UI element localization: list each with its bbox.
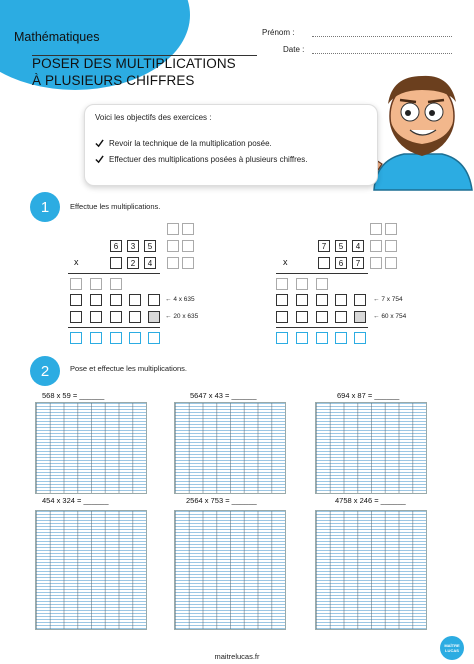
carry-cell[interactable] xyxy=(110,278,122,290)
digit-cell: 6 xyxy=(335,257,347,269)
answer-cell[interactable] xyxy=(129,311,141,323)
result-cell[interactable] xyxy=(296,332,308,344)
problem-label: 568 x 59 = ______ xyxy=(42,391,105,400)
answer-cell[interactable] xyxy=(129,294,141,306)
problem-label: 5647 x 43 = ______ xyxy=(190,391,257,400)
operation-line xyxy=(68,273,160,274)
title-underline xyxy=(32,55,257,56)
carry-cell[interactable] xyxy=(385,240,397,252)
problem-label: 2564 x 753 = ______ xyxy=(186,496,257,505)
result-cell[interactable] xyxy=(129,332,141,344)
digit-cell: 3 xyxy=(127,240,139,252)
note-text: 60 x 754 xyxy=(381,313,407,320)
date-field[interactable] xyxy=(312,53,452,54)
result-cell[interactable] xyxy=(70,332,82,344)
answer-cell[interactable] xyxy=(148,294,160,306)
objective-text: Revoir la technique de la multiplication posée. xyxy=(109,139,272,148)
multiply-sign: x xyxy=(283,257,288,267)
exercise-1-number: 1 xyxy=(30,192,60,222)
problem-label: 454 x 324 = ______ xyxy=(42,496,109,505)
multiply-sign: x xyxy=(74,257,79,267)
answer-cell[interactable] xyxy=(316,311,328,323)
checkmark-icon xyxy=(95,139,104,148)
carry-cell[interactable] xyxy=(182,257,194,269)
logo-line-2: LUCAS xyxy=(445,648,459,653)
carry-cell[interactable] xyxy=(385,223,397,235)
carry-cell[interactable] xyxy=(167,240,179,252)
note-text: 4 x 635 xyxy=(173,296,195,303)
carry-cell[interactable] xyxy=(167,223,179,235)
answer-grid[interactable] xyxy=(315,510,427,630)
carry-cell[interactable] xyxy=(167,257,179,269)
exercise-1-instruction: Effectue les multiplications. xyxy=(70,202,161,211)
result-cell[interactable] xyxy=(90,332,102,344)
result-cell[interactable] xyxy=(148,332,160,344)
digit-cell: 7 xyxy=(352,257,364,269)
title-line-1: POSER DES MULTIPLICATIONS xyxy=(32,56,236,71)
carry-cell[interactable] xyxy=(370,240,382,252)
result-cell[interactable] xyxy=(316,332,328,344)
problem-label: 4758 x 246 = ______ xyxy=(335,496,406,505)
answer-cell[interactable] xyxy=(70,311,82,323)
carry-cell[interactable] xyxy=(182,223,194,235)
prenom-field[interactable] xyxy=(312,36,452,37)
carry-cell[interactable] xyxy=(385,257,397,269)
empty-cell[interactable] xyxy=(110,257,122,269)
digit-cell: 5 xyxy=(144,240,156,252)
objectives-title: Voici les objectifs des exercices : xyxy=(95,113,212,122)
objective-item xyxy=(95,155,307,164)
carry-cell[interactable] xyxy=(276,278,288,290)
objective-item xyxy=(95,139,272,148)
answer-cell[interactable] xyxy=(90,311,102,323)
partial-product-note: ← 20 x 635 xyxy=(165,313,199,320)
answer-grid[interactable] xyxy=(35,510,147,630)
operation-line xyxy=(276,273,368,274)
grey-zero-cell xyxy=(354,311,366,323)
answer-cell[interactable] xyxy=(316,294,328,306)
carry-cell[interactable] xyxy=(182,240,194,252)
prenom-label: Prénom : xyxy=(262,28,295,37)
answer-cell[interactable] xyxy=(335,294,347,306)
answer-grid[interactable] xyxy=(174,402,286,494)
result-cell[interactable] xyxy=(276,332,288,344)
digit-cell: 4 xyxy=(144,257,156,269)
footer-site: maitrelucas.fr xyxy=(214,652,260,661)
exercise-2-number: 2 xyxy=(30,356,60,386)
empty-cell[interactable] xyxy=(318,257,330,269)
sum-line xyxy=(276,327,368,328)
carry-cell[interactable] xyxy=(370,257,382,269)
answer-grid[interactable] xyxy=(35,402,147,494)
problem-label: 694 x 87 = ______ xyxy=(337,391,400,400)
note-text: 7 x 754 xyxy=(381,296,403,303)
title-line-2: À PLUSIEURS CHIFFRES xyxy=(32,73,195,88)
digit-cell: 6 xyxy=(110,240,122,252)
result-cell[interactable] xyxy=(354,332,366,344)
answer-cell[interactable] xyxy=(354,294,366,306)
note-text: 20 x 635 xyxy=(173,313,199,320)
answer-cell[interactable] xyxy=(335,311,347,323)
answer-grid[interactable] xyxy=(174,510,286,630)
answer-cell[interactable] xyxy=(110,294,122,306)
partial-product-note: ← 7 x 754 xyxy=(373,296,403,303)
digit-cell: 7 xyxy=(318,240,330,252)
answer-cell[interactable] xyxy=(296,311,308,323)
result-cell[interactable] xyxy=(335,332,347,344)
carry-cell[interactable] xyxy=(70,278,82,290)
grey-zero-cell xyxy=(148,311,160,323)
partial-product-note: ← 60 x 754 xyxy=(373,313,407,320)
sum-line xyxy=(68,327,160,328)
digit-cell: 5 xyxy=(335,240,347,252)
objectives-box xyxy=(84,104,378,186)
answer-cell[interactable] xyxy=(70,294,82,306)
subject-label: Mathématiques xyxy=(14,30,100,44)
answer-cell[interactable] xyxy=(90,294,102,306)
objective-text: Effectuer des multiplications posées à plusieurs chiffres. xyxy=(109,155,308,164)
carry-cell[interactable] xyxy=(296,278,308,290)
answer-cell[interactable] xyxy=(110,311,122,323)
carry-cell[interactable] xyxy=(370,223,382,235)
checkmark-icon xyxy=(95,155,104,164)
page-title xyxy=(32,55,236,89)
result-cell[interactable] xyxy=(110,332,122,344)
date-label: Date : xyxy=(283,45,305,54)
answer-cell[interactable] xyxy=(276,294,288,306)
maitre-lucas-logo xyxy=(440,636,464,660)
carry-cell[interactable] xyxy=(316,278,328,290)
answer-cell[interactable] xyxy=(296,294,308,306)
carry-cell[interactable] xyxy=(90,278,102,290)
digit-cell: 4 xyxy=(352,240,364,252)
answer-cell[interactable] xyxy=(276,311,288,323)
exercise-2-instruction: Pose et effectue les multiplications. xyxy=(70,364,188,373)
digit-cell: 2 xyxy=(127,257,139,269)
partial-product-note: ← 4 x 635 xyxy=(165,296,195,303)
answer-grid[interactable] xyxy=(315,402,427,494)
logo-line-1: MAÎTRE xyxy=(444,643,460,648)
